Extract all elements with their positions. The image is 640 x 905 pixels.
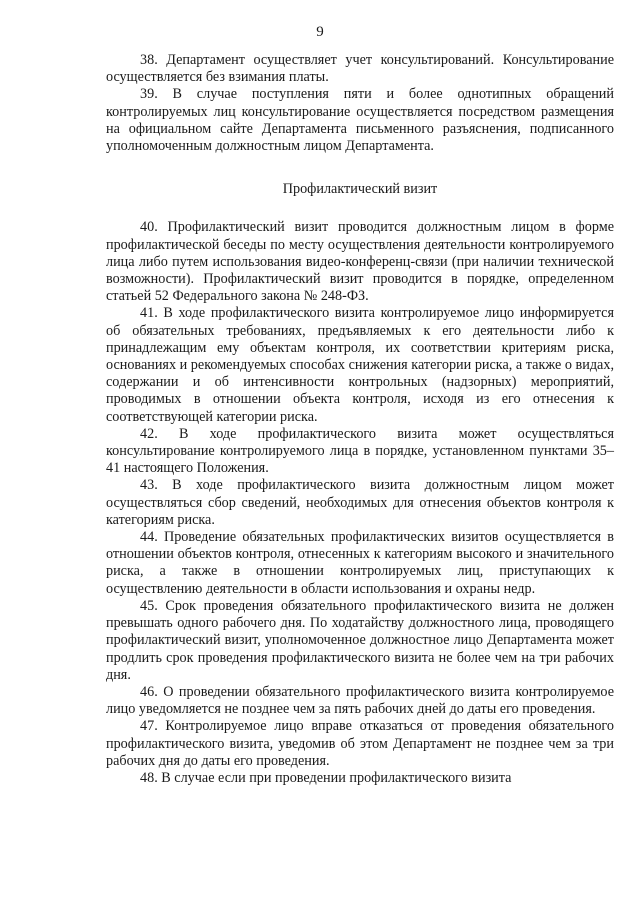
paragraph-39: 39. В случае поступления пяти и более однотипных обращений контролируемых лиц консультирование осуществляется посредством размещения на официальном сайте Департамента письменного разъяснения, подписанного уполномоченным должностным лицом Департамента. <box>106 86 614 155</box>
paragraph-42: 42. В ходе профилактического визита может осуществляться консультирование контролируемого лица в порядке, установленном пунктами 35–41 настоящего Положения. <box>106 425 614 477</box>
document-body <box>106 52 614 787</box>
paragraph-47: 47. Контролируемое лицо вправе отказаться от проведения обязательного профилактического визита, уведомив об этом Департамент не позднее чем за три рабочих дня до даты его проведения. <box>106 718 614 769</box>
paragraph-48: 48. В случае если при проведении профилактического визита <box>140 769 512 786</box>
paragraph-46: 46. О проведении обязательного профилактического визита контролируемое лицо уведомляется не позднее чем за пять рабочих дней до даты его проведения. <box>106 683 614 718</box>
paragraph-38: 38. Департамент осуществляет учет консультирований. Консультирование осуществляется без взимания платы. <box>106 52 614 86</box>
paragraph-44: 44. Проведение обязательных профилактических визитов осуществляется в отношении объектов контроля, отнесенных к категориям высокого и значительного риска, а также в отношении контролируемых лиц, приступающих к осуществлению деятельности в области использования и охраны недр. <box>106 529 614 597</box>
paragraph-40: 40. Профилактический визит проводится должностным лицом в форме профилактической беседы по месту осуществления деятельности контролируемого лица либо путем использования видео-конференц-связи (при наличии технической возможности). Профилактический визит проводится в порядке, определенном статьей 52 Федерального закона № 248-ФЗ. <box>106 219 614 305</box>
paragraph-41: 41. В ходе профилактического визита контролируемое лицо информируется об обязательных требованиях, предъявляемых к его деятельности либо к принадлежащим ему объектам контроля, их соответствии критериям риска, основаниях и рекомендуемых способах снижения категории риска, а также о видах, содержании и об интенсивности контрольных (надзорных) мероприятий, проводимых в отношении объекта контроля, исходя из его отнесения к соответствующей категории риска. <box>106 305 614 425</box>
section-heading: Профилактический визит <box>282 181 438 198</box>
paragraph-43: 43. В ходе профилактического визита должностным лицом может осуществляться сбор сведений, необходимых для отнесения объектов контроля к категориям риска. <box>106 477 614 528</box>
page-number: 9 <box>316 24 324 40</box>
paragraph-45: 45. Срок проведения обязательного профилактического визита не должен превышать одного рабочего дня. По ходатайству должностного лица, проводящего профилактический визит, уполномоченное должностное лицо Департамента может продлить срок проведения профилактического визита не более чем на три рабочих дня. <box>106 597 614 683</box>
